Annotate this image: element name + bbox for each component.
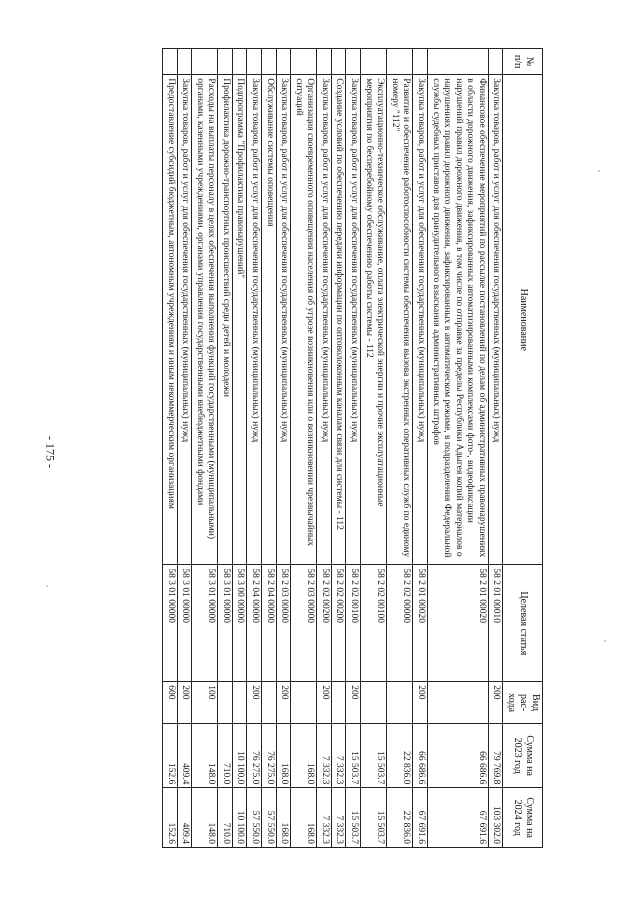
row-sum-2023: 409.4: [177, 723, 192, 787]
row-name: Расходы на выплаты персоналу в целях обеспечения выполнения функций государственными (муниципальными) органами, казенными учреждениями, органами управления государственными внебюджетными фондами: [192, 75, 218, 565]
row-index: [413, 49, 428, 75]
row-target: 58 2 01 00020: [427, 565, 488, 682]
row-index: [162, 49, 177, 75]
row-name: Закупка товаров, работ и услуг для обеспечения государственных (муниципальных) нужд: [247, 75, 262, 565]
row-target: 58 2 02 00000: [387, 565, 413, 682]
row-sum-2023: 168.0: [276, 723, 291, 787]
row-index: [291, 49, 317, 75]
row-expense-type: 200: [413, 682, 428, 724]
row-sum-2024: 67 691.6: [413, 788, 428, 848]
scan-speck: [604, 640, 606, 642]
row-sum-2023: 10 100.0: [232, 723, 247, 787]
row-target: 58 2 02 00200: [331, 565, 346, 682]
row-index: [276, 49, 291, 75]
table-row: [413, 49, 428, 848]
row-sum-2023: 15 503.7: [361, 723, 387, 787]
row-index: [346, 49, 361, 75]
row-expense-type: [218, 682, 233, 724]
row-expense-type: [427, 682, 488, 724]
row-sum-2024: 103 302.0: [488, 788, 503, 848]
table-row: [488, 49, 503, 848]
row-name: Закупка товаров, работ и услуг для обеспечения государственных (муниципальных) нужд: [317, 75, 332, 565]
row-expense-type: 600: [162, 682, 177, 724]
row-name: Закупка товаров, работ и услуг для обеспечения государственных (муниципальных) нужд: [346, 75, 361, 565]
row-sum-2023: 22 836.0: [387, 723, 413, 787]
row-sum-2024: 152.6: [162, 788, 177, 848]
row-expense-type: 200: [177, 682, 192, 724]
header-target: Целевая статья: [503, 565, 543, 682]
row-target: 58 2 04 00000: [247, 565, 262, 682]
row-index: [177, 49, 192, 75]
header-index: № п/п: [503, 49, 543, 75]
row-index: [427, 49, 488, 75]
header-expense-type: Вид рас-хода: [503, 682, 543, 724]
row-name: Эксплуатационно-техническое обслуживание, оплата электрической энергии и прочие эксплуатационные мероприятия по бесперебойному обеспечению работы системы - 112: [361, 75, 387, 565]
row-sum-2023: 710.0: [218, 723, 233, 787]
row-sum-2023: 7 332.3: [331, 723, 346, 787]
table-row: [232, 49, 247, 848]
row-expense-type: 100: [192, 682, 218, 724]
row-sum-2023: 79 769.8: [488, 723, 503, 787]
row-sum-2024: 57 550.0: [262, 788, 277, 848]
row-sum-2024: 15 503.7: [346, 788, 361, 848]
row-sum-2024: 57 550.0: [247, 788, 262, 848]
table-header-row: [503, 49, 543, 848]
row-index: [262, 49, 277, 75]
row-name: Подпрограмма "Профилактика правонарушений": [232, 75, 247, 565]
page-number: - 175 -: [43, 436, 58, 468]
row-index: [361, 49, 387, 75]
row-target: 58 2 03 00000: [276, 565, 291, 682]
row-expense-type: 200: [247, 682, 262, 724]
row-name: Обслуживание системы оповещения: [262, 75, 277, 565]
budget-table: [162, 48, 543, 848]
row-sum-2024: 710.0: [218, 788, 233, 848]
row-sum-2023: 76 275.0: [247, 723, 262, 787]
row-index: [232, 49, 247, 75]
table-row: [427, 49, 488, 848]
row-sum-2024: 15 503.7: [361, 788, 387, 848]
row-target: 58 3 01 00000: [192, 565, 218, 682]
row-index: [331, 49, 346, 75]
row-name: Закупка товаров, работ и услуг для обеспечения государственных (муниципальных) нужд: [276, 75, 291, 565]
row-expense-type: [262, 682, 277, 724]
row-sum-2024: 10 100.0: [232, 788, 247, 848]
table-row: [218, 49, 233, 848]
row-sum-2023: 76 275.0: [262, 723, 277, 787]
row-name: Создание условий по обеспечению передачи информации по оптоволоконным каналам связи для системы - 112: [331, 75, 346, 565]
row-target: 58 3 01 00000: [162, 565, 177, 682]
row-sum-2023: 152.6: [162, 723, 177, 787]
row-target: 58 2 04 00000: [262, 565, 277, 682]
row-expense-type: 200: [317, 682, 332, 724]
row-expense-type: [291, 682, 317, 724]
row-sum-2024: 148.0: [192, 788, 218, 848]
row-expense-type: 200: [276, 682, 291, 724]
row-index: [218, 49, 233, 75]
row-index: [387, 49, 413, 75]
row-index: [192, 49, 218, 75]
row-target: 58 2 02 00200: [317, 565, 332, 682]
row-expense-type: [361, 682, 387, 724]
row-expense-type: [331, 682, 346, 724]
row-target: 58 2 02 00100: [346, 565, 361, 682]
row-sum-2023: 66 686.6: [427, 723, 488, 787]
row-expense-type: [387, 682, 413, 724]
table-row: [346, 49, 361, 848]
rotated-table-container: [98, 48, 543, 848]
row-sum-2024: 409.4: [177, 788, 192, 848]
header-name: Наименование: [503, 75, 543, 565]
row-index: [247, 49, 262, 75]
row-expense-type: [232, 682, 247, 724]
table-row: [177, 49, 192, 848]
row-sum-2023: 168.0: [291, 723, 317, 787]
table-row: [387, 49, 413, 848]
row-name: Профилактика дорожно-транспортных происшествий среди детей и молодежи: [218, 75, 233, 565]
row-target: 58 3 01 00000: [218, 565, 233, 682]
row-target: 58 3 01 00000: [177, 565, 192, 682]
header-sum-2023: Сумма на 2023 год: [503, 723, 543, 787]
table-row: [192, 49, 218, 848]
row-expense-type: 200: [488, 682, 503, 724]
row-sum-2024: 168.0: [276, 788, 291, 848]
table-row: [276, 49, 291, 848]
header-sum-2024: Сумма на 2024 год: [503, 788, 543, 848]
row-name: Финансовое обеспечение мероприятий по рассылке постановлений по делам об административных правонарушениях в области дорожного движения, зафиксированных автоматизированными комплексами фото-, видеофиксации нарушений правил дорожного движения, в том числе по отправке за пределы Республики Адыгея копий материалов о нарушениях правил дорожного движения, зафиксированных в автоматическом режиме, в подразделения Федеральной службы судебных приставов для принудительного взыскания административных штрафов: [427, 75, 488, 565]
table-row: [361, 49, 387, 848]
row-target: 58 2 02 00100: [361, 565, 387, 682]
table-row: [317, 49, 332, 848]
row-name: Закупка товаров, работ и услуг для обеспечения государственных (муниципальных) нужд: [488, 75, 503, 565]
row-sum-2024: 67 691.6: [427, 788, 488, 848]
scan-speck: [46, 585, 48, 587]
row-name: Закупка товаров, работ и услуг для обеспечения государственных (муниципальных) нужд: [413, 75, 428, 565]
table-row: [162, 49, 177, 848]
row-expense-type: 200: [346, 682, 361, 724]
row-target: 58 2 03 00000: [291, 565, 317, 682]
row-index: [488, 49, 503, 75]
row-name: Закупка товаров, работ и услуг для обеспечения государственных (муниципальных) нужд: [177, 75, 192, 565]
table-row: [331, 49, 346, 848]
row-name: Предоставление субсидий бюджетным, автономным учреждениям и иным некоммерческим организациям: [162, 75, 177, 565]
row-sum-2023: 66 686.6: [413, 723, 428, 787]
row-sum-2024: 168.0: [291, 788, 317, 848]
row-target: 58 3 00 00000: [232, 565, 247, 682]
row-sum-2023: 7 332.3: [317, 723, 332, 787]
row-sum-2023: 15 503.7: [346, 723, 361, 787]
table-row: [247, 49, 262, 848]
row-name: Развитие и обеспечение работоспособности системы обеспечения вызова экстренных оперативных служб по единому номеру "112": [387, 75, 413, 565]
row-index: [317, 49, 332, 75]
row-target: 58 2 01 00010: [488, 565, 503, 682]
row-name: Организация своевременного оповещения населения об угрозе возникновения или о возникновении чрезвычайных ситуаций: [291, 75, 317, 565]
row-sum-2023: 148.0: [192, 723, 218, 787]
row-sum-2024: 7 332.3: [317, 788, 332, 848]
scan-speck: [598, 170, 600, 172]
table-row: [291, 49, 317, 848]
row-sum-2024: 7 332.3: [331, 788, 346, 848]
row-sum-2024: 22 836.0: [387, 788, 413, 848]
row-target: 58 2 01 00020: [413, 565, 428, 682]
table-row: [262, 49, 277, 848]
